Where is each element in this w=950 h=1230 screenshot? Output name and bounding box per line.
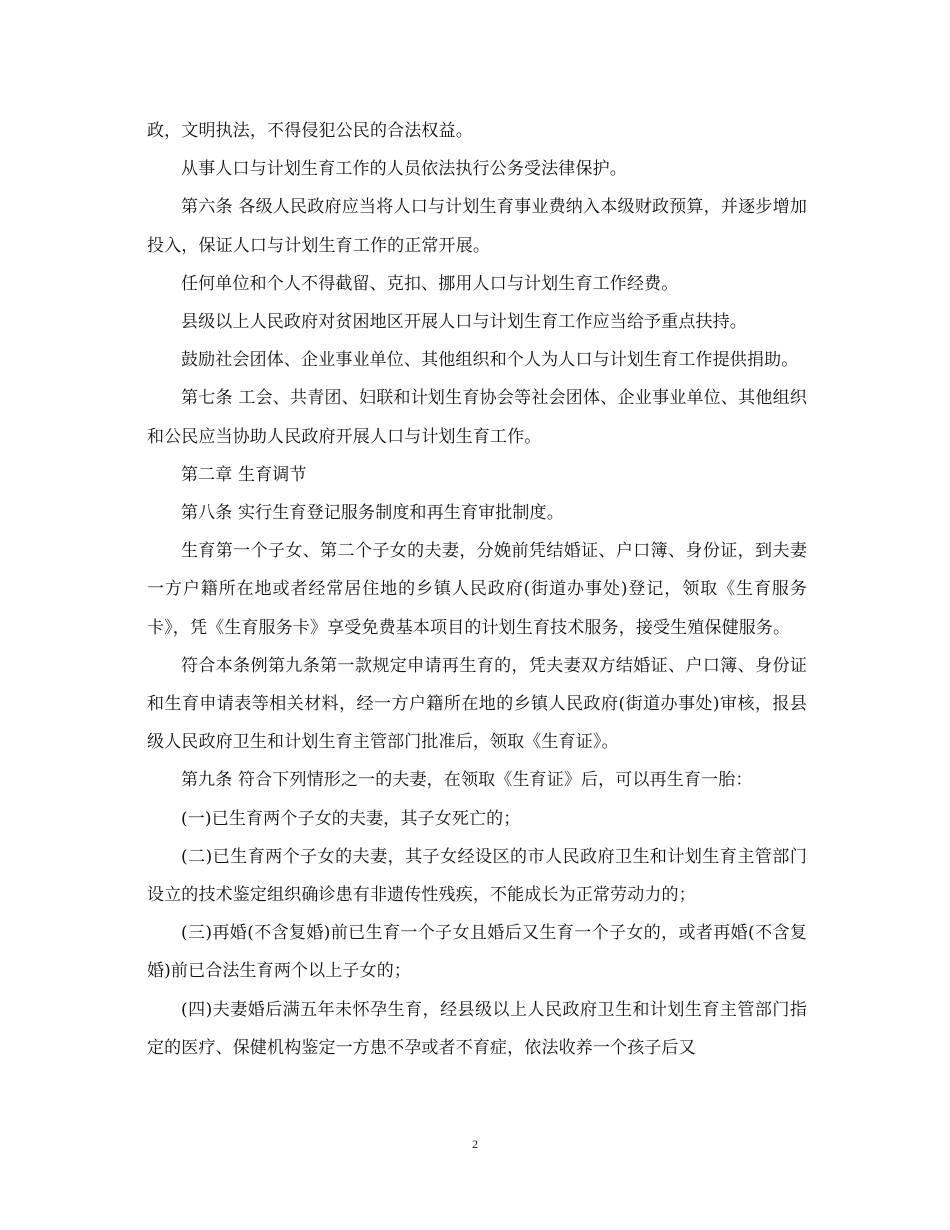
- paragraph: 第二章 生育调节: [181, 464, 307, 485]
- paragraph: 符合本条例第九条第一款规定申请再生育的，凭夫妻双方结婚证、户口簿、身份证和生育申请表等相关材料，经一方户籍所在地的乡镇人民政府(街道办事处)审核，报县级人民政府卫生和计划生育主管部门批准后，领取《生育证》。: [147, 655, 807, 753]
- paragraph: 第八条 实行生育登记服务制度和再生育审批制度。: [181, 503, 564, 524]
- paragraph: (一)已生育两个子女的夫妻，其子女死亡的；: [181, 808, 521, 829]
- paragraph: (二)已生育两个子女的夫妻，其子女经设区的市人民政府卫生和计划生育主管部门设立的技术鉴定组织确诊患有非遗传性残疾，不能成长为正常劳动力的；: [147, 846, 807, 906]
- paragraph: 县级以上人民政府对贫困地区开展人口与计划生育工作应当给予重点扶持。: [181, 312, 747, 333]
- paragraph: 鼓励社会团体、企业事业单位、其他组织和个人为人口与计划生育工作提供捐助。: [181, 350, 799, 371]
- paragraph: 从事人口与计划生育工作的人员依法执行公务受法律保护。: [181, 159, 627, 180]
- paragraph: 第六条 各级人民政府应当将人口与计划生育事业费纳入本级财政预算，并逐步增加投入，保证人口与计划生育工作的正常开展。: [147, 197, 807, 256]
- paragraph: 第九条 符合下列情形之一的夫妻，在领取《生育证》后，可以再生育一胎：: [181, 770, 753, 791]
- paragraph: 任何单位和个人不得截留、克扣、挪用人口与计划生育工作经费。: [181, 273, 679, 294]
- page-number: 2: [472, 1137, 478, 1151]
- paragraph: 政，文明执法，不得侵犯公民的合法权益。: [147, 121, 473, 141]
- document-body: [147, 112, 807, 1067]
- paragraph: 第七条 工会、共青团、妇联和计划生育协会等社会团体、企业事业单位、其他组织和公民应当协助人民政府开展人口与计划生育工作。: [147, 388, 807, 447]
- paragraph: 生育第一个子女、第二个子女的夫妻，分娩前凭结婚证、户口簿、身份证，到夫妻一方户籍所在地或者经常居住地的乡镇人民政府(街道办事处)登记，领取《生育服务卡》，凭《生育服务卡》享受免费基本项目的计划生育技术服务，接受生殖保健服务。: [147, 541, 807, 638]
- paragraph: (三)再婚(不含复婚)前已生育一个子女且婚后又生育一个子女的，或者再婚(不含复婚)前已合法生育两个以上子女的；: [147, 923, 807, 982]
- paragraph: (四)夫妻婚后满五年未怀孕生育，经县级以上人民政府卫生和计划生育主管部门指定的医疗、保健机构鉴定一方患不孕或者不育症，依法收养一个孩子后又: [147, 999, 807, 1058]
